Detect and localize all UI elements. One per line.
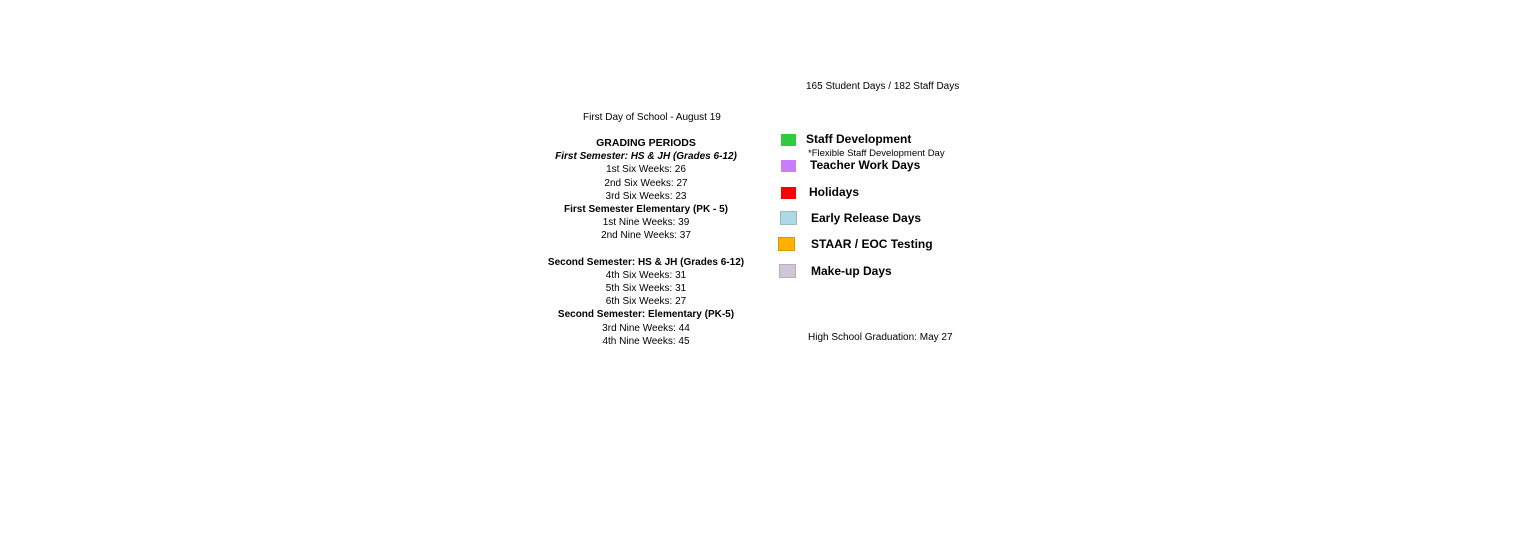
grading-line: 2nd Nine Weeks: 37 [601, 230, 691, 242]
graduation-date: High School Graduation: May 27 [808, 332, 953, 343]
teacher-work-days-label: Teacher Work Days [810, 158, 921, 172]
early-release-label: Early Release Days [811, 211, 922, 225]
grading-line: Second Semester: HS & JH (Grades 6-12) [547, 256, 745, 268]
grading-line: 3rd Six Weeks: 23 [605, 190, 687, 202]
grading-line: Second Semester: Elementary (PK-5) [557, 309, 735, 321]
flexible-staff-note: *Flexible Staff Development Day [808, 148, 945, 159]
teacher-work-days-swatch [781, 160, 796, 172]
grading-line [546, 243, 746, 256]
grading-line: 3rd Nine Weeks: 44 [602, 322, 690, 334]
early-release-swatch [780, 211, 797, 225]
grading-periods [546, 137, 746, 348]
grading-line: 1st Six Weeks: 26 [606, 164, 686, 176]
days-summary: 165 Student Days / 182 Staff Days [806, 81, 960, 92]
makeup-label: Make-up Days [811, 264, 892, 278]
grading-line: 2nd Six Weeks: 27 [604, 177, 688, 189]
grading-line: First Semester Elementary (PK - 5) [564, 203, 728, 215]
grading-line: 4th Nine Weeks: 45 [602, 335, 690, 347]
grading-line: 4th Six Weeks: 31 [605, 269, 687, 281]
makeup-swatch [779, 264, 796, 278]
grading-line: First Semester: HS & JH (Grades 6-12) [555, 151, 737, 163]
grading-line: 6th Six Weeks: 27 [605, 296, 687, 308]
grading-line: 5th Six Weeks: 31 [605, 283, 687, 295]
staff-development-swatch [781, 134, 796, 146]
first-day-of-school: First Day of School - August 19 [583, 112, 721, 123]
staar-swatch [778, 237, 795, 251]
staar-label: STAAR / EOC Testing [811, 237, 933, 251]
holidays-label: Holidays [809, 185, 860, 199]
grading-line: 1st Nine Weeks: 39 [602, 217, 690, 229]
grading-lines [546, 150, 746, 348]
holidays-swatch [781, 187, 796, 199]
staff-development-label: Staff Development [806, 132, 912, 146]
grading-periods-title: GRADING PERIODS [596, 137, 696, 149]
